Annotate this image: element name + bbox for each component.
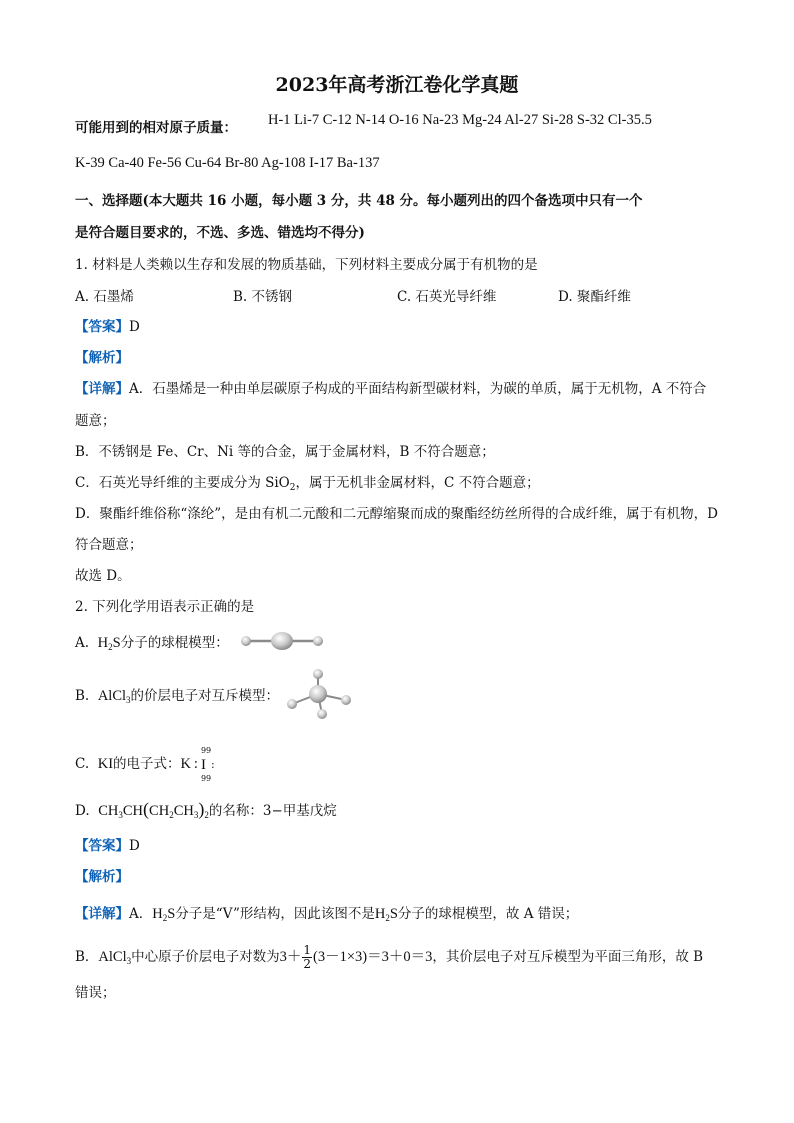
- atomic-mass-label: 可能用到的相对原子质量：: [75, 120, 237, 136]
- fraction-one-half: $\frac{1}{2}$: [303, 943, 312, 971]
- q1-option-a: A. 石墨烯: [75, 289, 134, 305]
- q1-detail-b: B．不锈钢是 Fe、Cr、Ni 等的合金，属于金属材料，B 不符合题意；: [75, 444, 495, 460]
- q1-stem: 1. 材料是人类赖以生存和发展的物质基础，下列材料主要成分属于有机物的是: [75, 257, 538, 273]
- alcl3-vsepr-model-icon: [282, 668, 358, 722]
- q1-detail-a-line-1: 【详解】A．石墨烯是一种由单层碳原子构成的平面结构新型碳材料，为碳的单质，属于无机物，A 不符合: [75, 381, 707, 397]
- q2-analysis-tag: 【解析】: [75, 869, 129, 885]
- answer-tag: 【答案】: [75, 319, 129, 335]
- q1-detail-c: C．石英光导纤维的主要成分为 SiO$_2$，属于无机非金属材料，C 不符合题意；: [75, 475, 540, 493]
- section-header-line-1: 一、选择题(本大题共 16 小题，每小题 3 分，共 48 分。每小题列出的四个备选项中只有一个: [75, 193, 643, 209]
- q2-stem: 2. 下列化学用语表示正确的是: [75, 599, 255, 615]
- atomic-mass-line-1: H-1 Li-7 C-12 N-14 O-16 Na-23 Mg-24 Al-27 Si-28 S-32 Cl-35.5: [268, 112, 652, 128]
- q2-detail-b: B．AlCl$_3$中心原子价层电子对数为3＋ $\frac{1}{2}$ (3－1×3)＝3＋0＝3，其价层电子对互斥模型为平面三角形，故 B: [75, 943, 704, 971]
- answer-value: D: [129, 319, 140, 335]
- q1-option-c: C. 石英光导纤维: [397, 289, 497, 305]
- lewis-iodide-structure: 99 I : 99: [200, 745, 215, 783]
- detail-tag: 【详解】: [75, 381, 129, 397]
- q2-option-a: A. $H_2S$分子的球棍模型：: [75, 635, 229, 652]
- q2-detail-a: 【详解】A．$H_2S$分子是“V”形结构，因此该图不是$H_2S$分子的球棍模型，故 A 错误；: [75, 906, 579, 923]
- q1-analysis-tag: 【解析】: [75, 350, 129, 366]
- q1-answer: [75, 318, 140, 336]
- atomic-mass-line-2: K-39 Ca-40 Fe-56 Cu-64 Br-80 Ag-108 I-17 Ba-137: [75, 155, 380, 171]
- q1-conclusion: 故选 D。: [75, 568, 131, 584]
- q2-option-b: B. AlCl$_3$的价层电子对互斥模型：: [75, 688, 280, 705]
- q2-option-d: D. $CH_3CH(CH_2CH_3)_2$的名称：3−甲基戊烷: [75, 799, 337, 820]
- lewis-k: K: [180, 756, 192, 772]
- h2s-ball-stick-model-icon: [238, 628, 328, 654]
- q2-detail-b-line-2: 错误；: [75, 985, 116, 1001]
- q1-detail-a-line-2: 题意；: [75, 413, 116, 429]
- page-title: 2023年高考浙江卷化学真题: [275, 74, 519, 96]
- q1-option-b: B. 不锈钢: [233, 289, 293, 305]
- q2-option-c: C. KI的电子式：K : 99 I : 99: [75, 745, 215, 783]
- q1-detail-d-line-2: 符合题意；: [75, 537, 143, 553]
- q1-option-d: D. 聚酯纤维: [558, 289, 631, 305]
- q1-detail-d-line-1: D．聚酯纤维俗称“涤纶”，是由有机二元酸和二元醇缩聚而成的聚酯经纺丝所得的合成纤维，属于有机物，D: [75, 506, 718, 522]
- section-header-line-2: 是符合题目要求的，不选、多选、错选均不得分): [75, 225, 365, 241]
- q2-answer: 【答案】D: [75, 838, 140, 854]
